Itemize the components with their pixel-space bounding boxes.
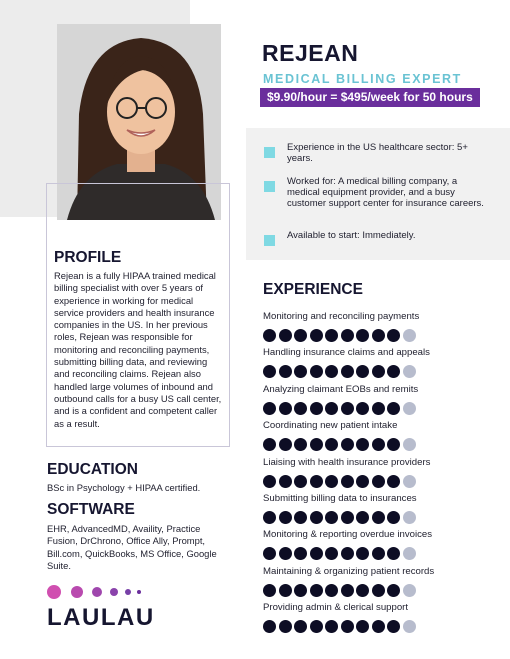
rating-dot-filled — [310, 402, 323, 415]
profile-heading: PROFILE — [54, 249, 122, 266]
software-text: EHR, AdvancedMD, Availity, Practice Fusion, DrChrono, Office Ally, Prompt, Bill.com, QuickBooks, MS Office, Google Suite. — [47, 523, 217, 571]
experience-heading: EXPERIENCE — [263, 281, 363, 298]
fact-worked-for — [264, 176, 492, 222]
education-text: BSc in Psychology + HIPAA certified. — [47, 482, 201, 493]
rating-dot-filled — [294, 365, 307, 378]
rating-dot-filled — [279, 511, 292, 524]
rating-dot-filled — [325, 584, 338, 597]
software-heading: SOFTWARE — [47, 501, 135, 518]
rating-dot-filled — [356, 329, 369, 342]
rating-dot-filled — [387, 620, 400, 633]
rating-dot-filled — [387, 475, 400, 488]
rating-dot-filled — [387, 547, 400, 560]
rating-dot-filled — [310, 511, 323, 524]
rating-dot-filled — [310, 329, 323, 342]
skill-row — [263, 420, 503, 451]
rating-dot-filled — [310, 475, 323, 488]
rating-dot-filled — [372, 511, 385, 524]
skill-row — [263, 566, 503, 597]
bullet-square-icon — [264, 147, 275, 158]
rating-dot-filled — [263, 475, 276, 488]
rating-dot-filled — [294, 475, 307, 488]
skill-label: Maintaining & organizing patient records — [263, 565, 435, 577]
skill-label: Monitoring & reporting overdue invoices — [263, 529, 433, 541]
rating-dot-filled — [387, 329, 400, 342]
skill-rating — [263, 475, 503, 488]
candidate-role: MEDICAL BILLING EXPERT — [263, 72, 462, 86]
rating-dot-filled — [279, 475, 292, 488]
rating-dot-filled — [387, 402, 400, 415]
rating-dot-filled — [279, 547, 292, 560]
rating-dot-filled — [294, 402, 307, 415]
rating-dot-filled — [341, 584, 354, 597]
fact-text: Worked for: A medical billing company, a medical equipment provider, and a busy customer support center for insurance careers. — [287, 176, 484, 209]
logo-dots-icon — [47, 585, 167, 599]
rating-dot-filled — [325, 402, 338, 415]
rating-dot-filled — [279, 584, 292, 597]
rating-dot-filled — [387, 584, 400, 597]
skill-row — [263, 384, 503, 415]
skill-rating — [263, 402, 503, 415]
rating-dot-filled — [263, 620, 276, 633]
rating-dot-empty — [403, 438, 416, 451]
rating-dot-filled — [279, 438, 292, 451]
rating-dot-filled — [325, 365, 338, 378]
rating-dot-filled — [341, 402, 354, 415]
rating-dot-filled — [310, 620, 323, 633]
rating-dot-filled — [372, 438, 385, 451]
rating-dot-filled — [387, 511, 400, 524]
rating-dot-filled — [325, 547, 338, 560]
skill-row — [263, 602, 503, 633]
rating-dot-empty — [403, 511, 416, 524]
rating-dot-filled — [372, 402, 385, 415]
rate-badge: $9.90/hour = $495/week for 50 hours — [260, 88, 480, 107]
rating-dot-filled — [341, 547, 354, 560]
candidate-name: REJEAN — [262, 40, 359, 66]
rating-dot-filled — [263, 402, 276, 415]
skill-row — [263, 529, 503, 560]
rating-dot-filled — [310, 547, 323, 560]
skill-row — [263, 311, 503, 342]
rating-dot-filled — [325, 475, 338, 488]
fact-text: Experience in the US healthcare sector: 5+ years. — [287, 142, 468, 164]
rating-dot-filled — [356, 438, 369, 451]
rating-dot-filled — [294, 584, 307, 597]
rating-dot-filled — [356, 402, 369, 415]
rating-dot-filled — [341, 365, 354, 378]
rating-dot-filled — [263, 511, 276, 524]
rating-dot-filled — [341, 620, 354, 633]
rating-dot-filled — [310, 438, 323, 451]
rating-dot-filled — [356, 620, 369, 633]
rating-dot-filled — [372, 365, 385, 378]
rating-dot-filled — [263, 329, 276, 342]
rating-dot-filled — [263, 365, 276, 378]
skill-label: Providing admin & clerical support — [263, 602, 409, 614]
bullet-square-icon — [264, 235, 275, 246]
rating-dot-filled — [294, 620, 307, 633]
skill-rating — [263, 547, 503, 560]
bullet-square-icon — [264, 181, 275, 192]
rating-dot-filled — [387, 365, 400, 378]
rating-dot-empty — [403, 475, 416, 488]
rating-dot-filled — [356, 584, 369, 597]
skill-label: Monitoring and reconciling payments — [263, 311, 420, 322]
rating-dot-empty — [403, 329, 416, 342]
skill-rating — [263, 365, 503, 378]
rating-dot-filled — [341, 329, 354, 342]
rating-dot-filled — [325, 620, 338, 633]
rating-dot-filled — [372, 584, 385, 597]
skill-label: Submitting billing data to insurances — [263, 493, 417, 504]
rating-dot-filled — [263, 547, 276, 560]
education-heading: EDUCATION — [47, 461, 138, 478]
rating-dot-empty — [403, 620, 416, 633]
rating-dot-filled — [387, 438, 400, 451]
skill-label: Analyzing claimant EOBs and remits — [263, 383, 419, 395]
fact-text: Available to start: Immediately. — [287, 230, 416, 241]
rating-dot-filled — [341, 475, 354, 488]
skill-row — [263, 347, 503, 378]
rating-dot-empty — [403, 547, 416, 560]
skill-row — [263, 493, 503, 524]
rating-dot-filled — [294, 547, 307, 560]
skill-rating — [263, 511, 503, 524]
rating-dot-filled — [325, 329, 338, 342]
fact-experience — [264, 142, 492, 166]
rating-dot-empty — [403, 402, 416, 415]
rating-dot-filled — [279, 329, 292, 342]
skill-label: Handling insurance claims and appeals — [263, 347, 430, 359]
profile-text: Rejean is a fully HIPAA trained medical billing specialist with over 5 years of experience in working for medical service providers and health insurance companies in the US. In her previous roles, Rejean was responsible for monitoring and reconciling payments, submitting billing data, and reviewing and reconciling claims. Rejean also handled large volumes of inbound and outbound calls for a busy US call center, and is a confident and competent caller as a result. — [54, 270, 222, 429]
rating-dot-filled — [341, 511, 354, 524]
skill-label: Liaising with health insurance providers — [263, 456, 431, 468]
rating-dot-filled — [356, 365, 369, 378]
rating-dot-filled — [310, 584, 323, 597]
rating-dot-filled — [325, 511, 338, 524]
rating-dot-filled — [294, 329, 307, 342]
rating-dot-filled — [263, 438, 276, 451]
rating-dot-filled — [372, 329, 385, 342]
rating-dot-empty — [403, 584, 416, 597]
rating-dot-filled — [372, 547, 385, 560]
rating-dot-filled — [279, 620, 292, 633]
skill-rating — [263, 620, 503, 633]
skill-rating — [263, 584, 503, 597]
rating-dot-filled — [372, 475, 385, 488]
skill-rating — [263, 329, 503, 342]
fact-availability — [264, 230, 492, 254]
skill-row — [263, 457, 503, 488]
rating-dot-filled — [356, 547, 369, 560]
rating-dot-filled — [325, 438, 338, 451]
rating-dot-filled — [356, 511, 369, 524]
skill-label: Coordinating new patient intake — [263, 420, 398, 432]
rating-dot-filled — [356, 475, 369, 488]
skill-rating — [263, 438, 503, 451]
rating-dot-filled — [294, 438, 307, 451]
rating-dot-filled — [279, 402, 292, 415]
rating-dot-filled — [294, 511, 307, 524]
company-logo: LAULAU — [47, 604, 155, 631]
rating-dot-filled — [279, 365, 292, 378]
rating-dot-filled — [310, 365, 323, 378]
rating-dot-empty — [403, 365, 416, 378]
rating-dot-filled — [263, 584, 276, 597]
rating-dot-filled — [341, 438, 354, 451]
rating-dot-filled — [372, 620, 385, 633]
